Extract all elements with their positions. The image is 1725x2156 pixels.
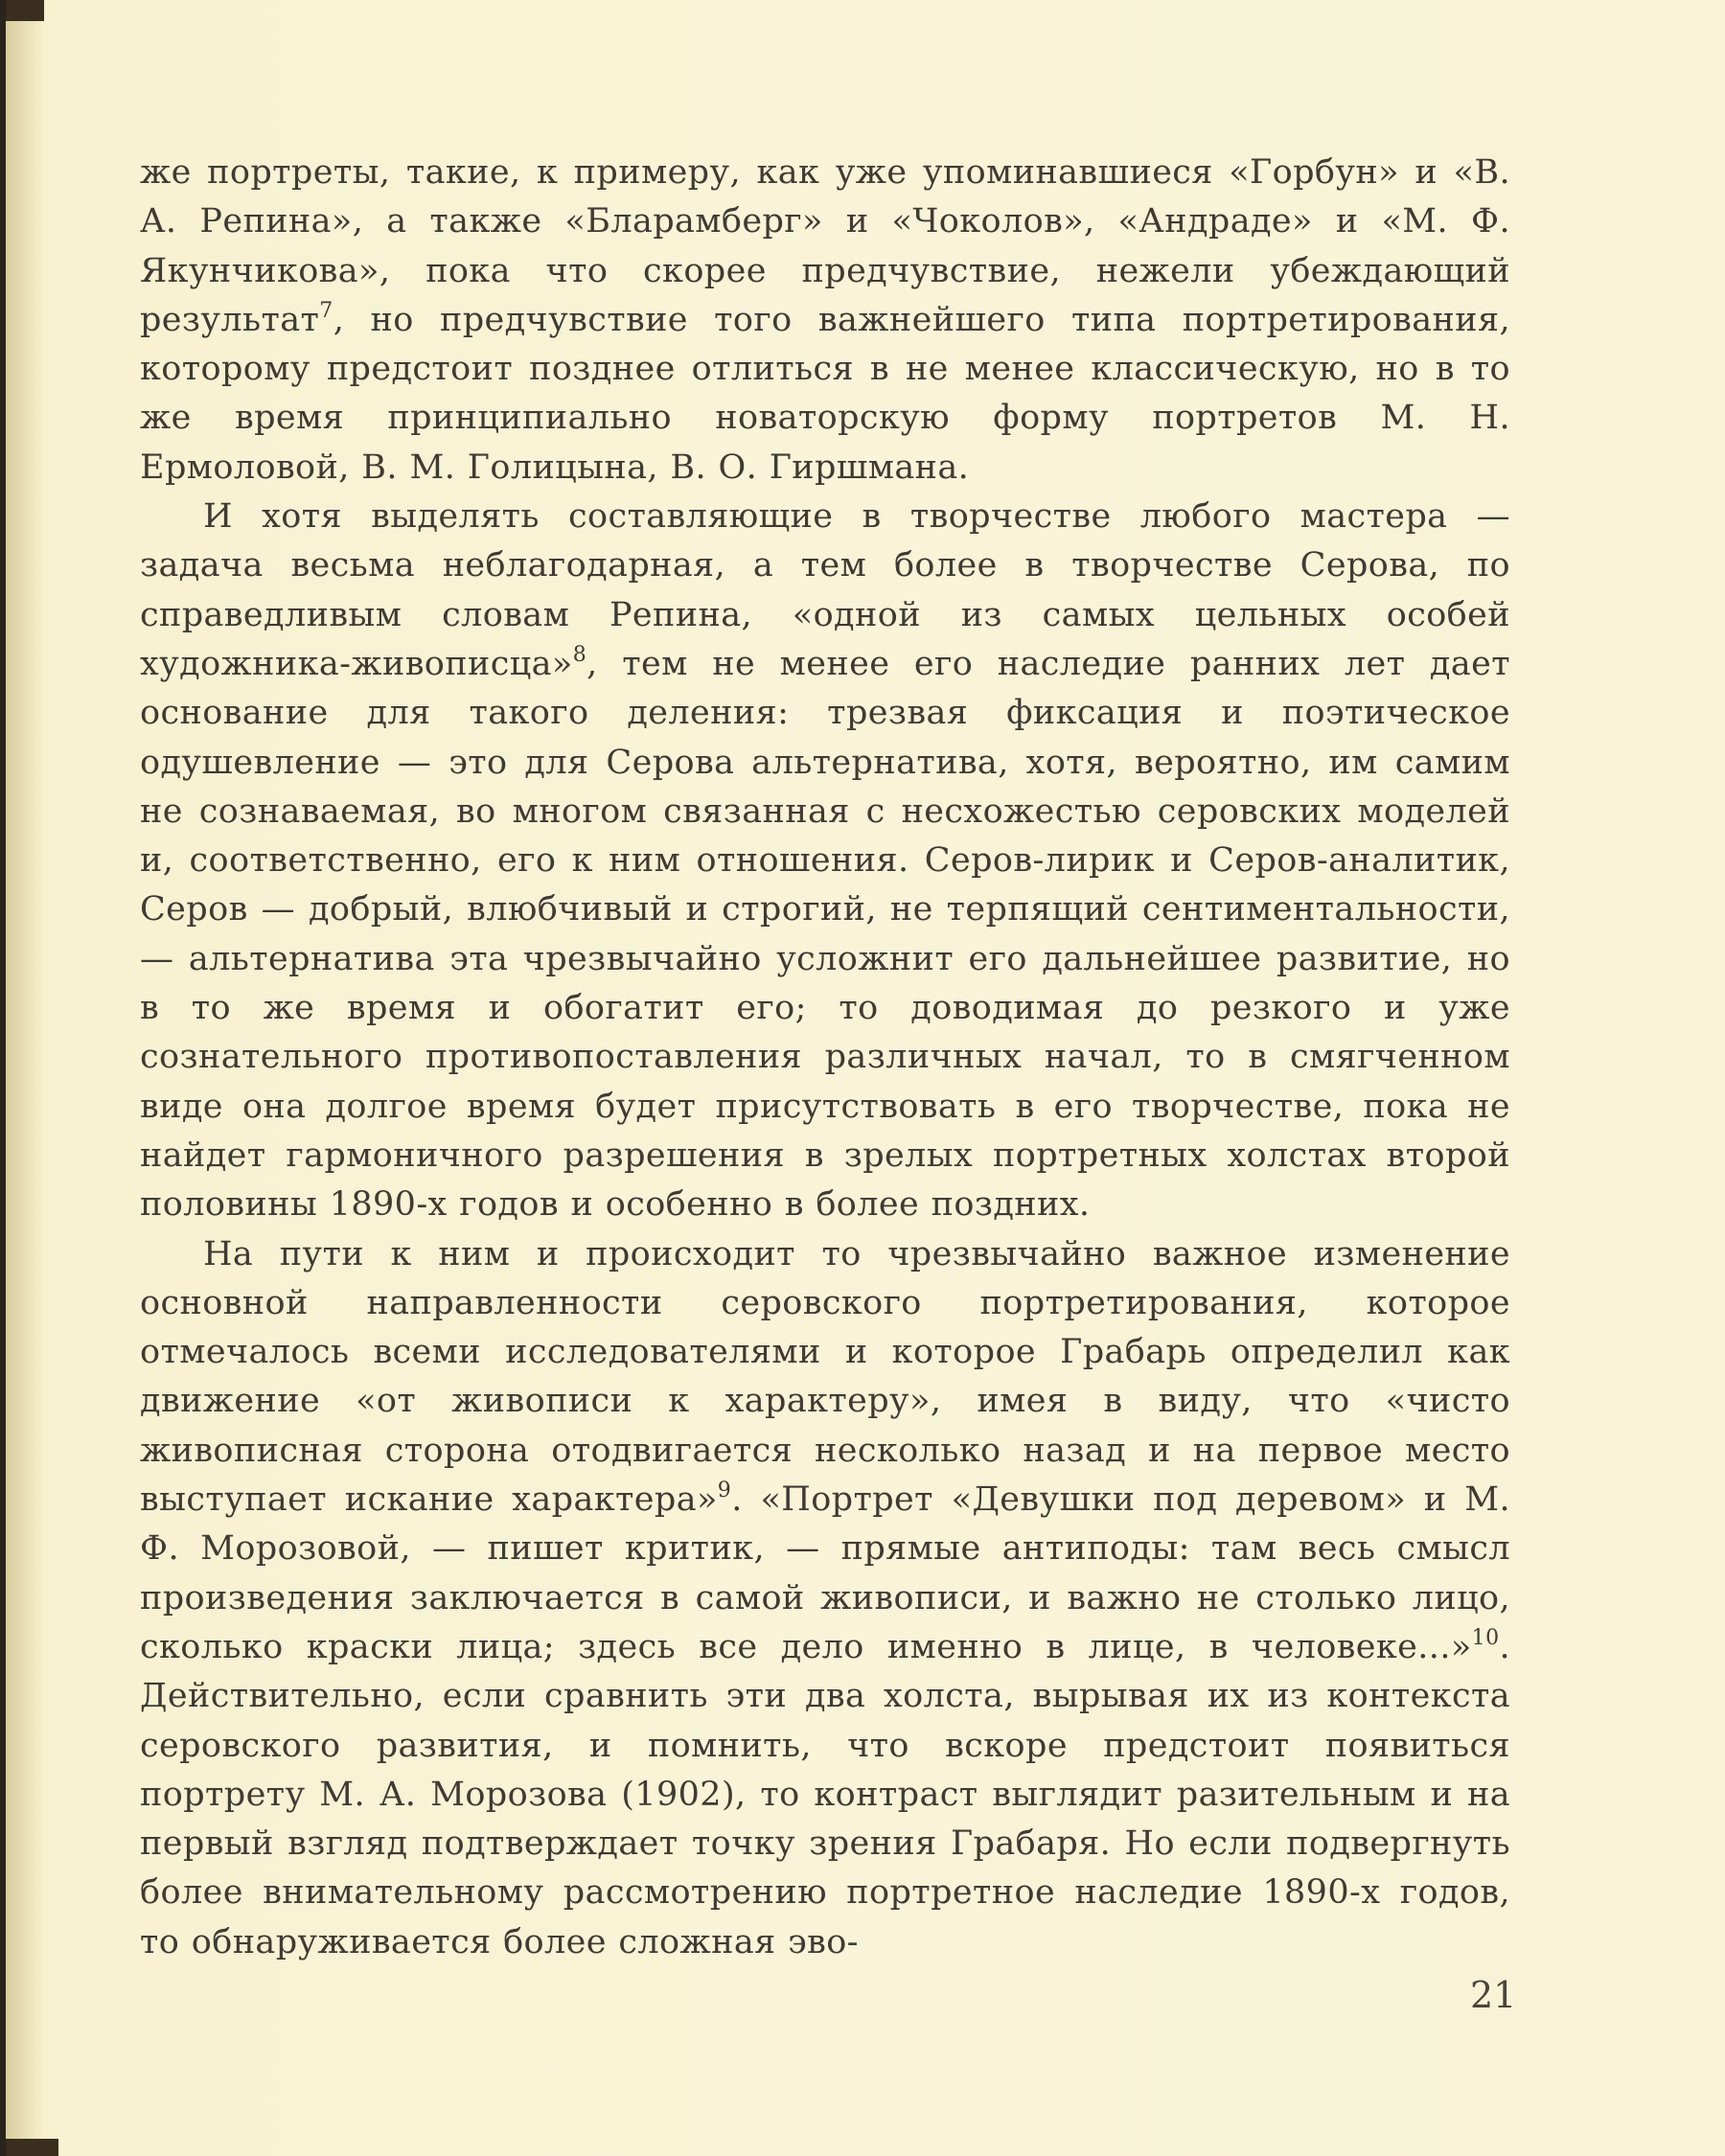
text-run: На пути к ним и происходит то чрезвычайно важное изменение основной направленности серовского портретирования, которое отмечалось всеми исследователями и которое Грабарь определил как движение «от живописи к характеру», имея в виду, что «чисто живописная сторона отодвигается несколько назад и на первое место выступает искание характера» xyxy=(140,1234,1510,1520)
footnote-marker: 9 xyxy=(717,1479,732,1503)
paragraph xyxy=(140,1230,1510,1967)
text-run: , тем не менее его наследие ранних лет дает основание для такого деления: трезвая фиксация и поэтическое одушевление — это для Серова альтернатива, хотя, вероятно, им самим не сознаваемая, во многом связанная с несхожестью серовских моделей и, соответственно, его к ним отношения. Серов-лирик и Серов-аналитик, Серов — добрый, влюбчивый и строгий, не терпящий сентиментальности, — альтернатива эта чрезвычайно усложнит его дальнейшее развитие, но в то же время и обогатит его; то доводимая до резкого и уже сознательного противопоставления различных начал, то в смягченном виде она долгое время будет присутствовать в его творчестве, пока не найдет гармоничного разрешения в зрелых портретных холстах второй половины 1890-х годов и особенно в более поздних. xyxy=(140,644,1510,1225)
text-run: И хотя выделять составляющие в творчестве любого мастера — задача весьма неблагодарная, а тем более в творчестве Серова, по справедливым словам Репина, «одной из самых цельных особей художника-живописца» xyxy=(140,497,1510,683)
footnote-marker: 8 xyxy=(572,642,587,667)
text-run: . «Портрет «Девушки под деревом» и М. Ф. Морозовой, — пишет критик, — прямые антиподы: там весь смысл произведения заключается в самой живописи, и важно не столько лицо, сколько краски лица; здесь все дело именно в лице, в человеке...» xyxy=(140,1480,1510,1666)
page-number: 21 xyxy=(1470,1974,1517,2016)
page-corner-shadow xyxy=(6,0,44,21)
paragraph xyxy=(140,149,1510,493)
footnote-marker: 7 xyxy=(319,298,334,323)
body-text xyxy=(140,149,1510,1967)
book-page xyxy=(6,0,1725,2156)
text-run: . Действительно, если сравнить эти два холста, вырывая их из контекста серовского развития, и помнить, что вскоре предстоит появиться портрету М. А. Морозова (1902), то контраст выглядит разительным и на первый взгляд подтверждает точку зрения Грабаря. Но если подвергнуть более внимательному рассмотрению портретное наследие 1890-х годов, то обнаруживается более сложная эво- xyxy=(140,1627,1510,1961)
paragraph xyxy=(140,493,1510,1229)
text-run: , но предчувствие того важнейшего типа портретирования, которому предстоит позднее отлиться в не менее классическую, но в то же время принципиально новаторскую форму портретов М. Н. Ермоловой, В. М. Голицына, В. О. Гиршмана. xyxy=(140,300,1510,487)
footnote-marker: 10 xyxy=(1471,1625,1500,1650)
text-run: же портреты, такие, к примеру, как уже упоминавшиеся «Горбун» и «В. А. Репина», а также «Бларамберг» и «Чоколов», «Андраде» и «М. Ф. Якунчикова», пока что скорее предчувствие, нежели убеждающий результат xyxy=(140,153,1510,339)
page-corner-shadow xyxy=(6,2139,58,2156)
